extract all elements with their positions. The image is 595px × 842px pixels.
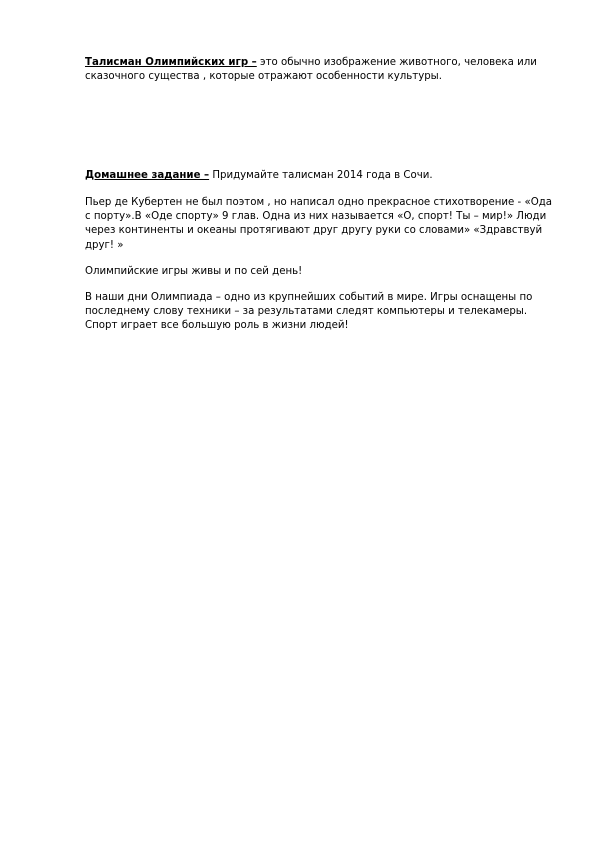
coubertin-paragraph: Пьер де Кубертен не был поэтом , но написал одно прекрасное стихотворение - «Ода с порту».В «Оде спорту» 9 глав. Одна из них называется «О, спорт! Ты – мир!» Люди через континенты и океаны протягивают друг другу руки со словами» «Здравствуй друг! »	[85, 197, 553, 251]
homework-text: Придумайте талисман 2014 года в Сочи.	[209, 170, 433, 181]
homework-paragraph	[85, 169, 555, 183]
homework-heading: Домашнее задание –	[85, 170, 210, 181]
modern-olympics-paragraph: В наши дни Олимпиада – одно из крупнейших событий в мире. Игры оснащены по последнему слову техники – за результатами следят компьютеры и телекамеры. Спорт играет все большую роль в жизни людей!	[85, 292, 533, 332]
mascot-text: это обычно изображение животного, человека или сказочного существа , которые отражают особенности культуры.	[85, 57, 537, 83]
mascot-paragraph	[85, 56, 555, 84]
mascot-heading: Талисман Олимпийских игр –	[85, 57, 257, 68]
olympics-alive-paragraph: Олимпийские игры живы и по сей день!	[85, 266, 303, 277]
